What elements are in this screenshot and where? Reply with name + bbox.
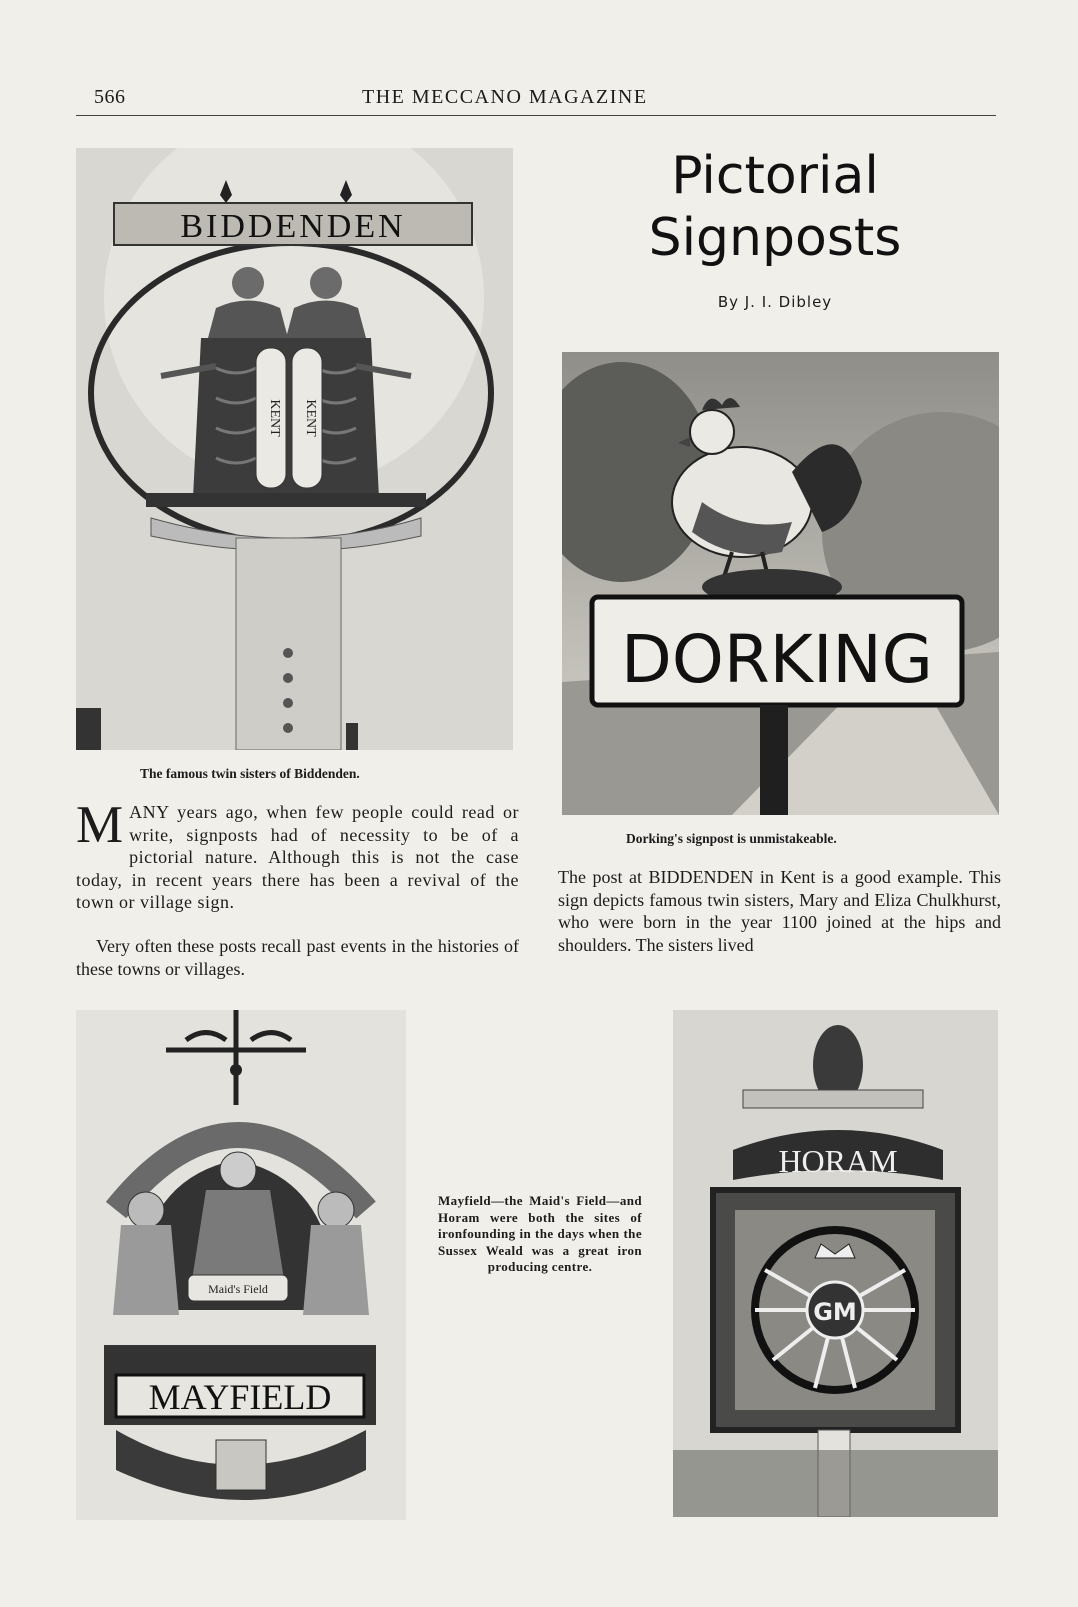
biddenden-panel-left: KENT: [267, 399, 282, 437]
dorking-photo: [562, 352, 999, 815]
body-paragraph-3: The post at BIDDENDEN in Kent is a good example. This sign depicts famous twin sisters, Mary and Eliza Chulkhurst, who were born in the year 1100 joined at the hips and shoulders. The sisters lived: [558, 867, 1001, 955]
drop-cap: M: [76, 796, 124, 854]
byline: By J. I. Dibley: [717, 293, 833, 311]
dorking-caption: Dorking's signpost is unmistakeable.: [626, 831, 837, 846]
horam-emblem-text: GM: [813, 1298, 857, 1326]
body-paragraph-2: Very often these posts recall past events in the histories of these towns or villages.: [76, 936, 519, 979]
horam-photo: [673, 1010, 998, 1517]
header-rule: [76, 115, 996, 116]
title-line-1: Pictorial: [671, 146, 879, 206]
biddenden-caption: The famous twin sisters of Biddenden.: [140, 766, 360, 781]
biddenden-sign-text: BIDDENDEN: [180, 208, 406, 245]
body-paragraph-1: [76, 796, 519, 914]
running-title: THE MECCANO MAGAZINE: [362, 86, 648, 108]
mayfield-horam-caption: Mayfield—the Maid's Field—and Horam were both the sites of ironfounding in the days when the Sussex Weald was a great iron producing centre.: [438, 1193, 642, 1274]
article-title: [560, 145, 990, 269]
biddenden-photo: [76, 148, 513, 750]
mayfield-scroll-text: Maid's Field: [208, 1282, 268, 1296]
page-number: 566: [94, 86, 126, 108]
mayfield-sign-text: MAYFIELD: [148, 1377, 332, 1417]
mayfield-photo: [76, 1010, 406, 1520]
title-line-2: Signposts: [648, 208, 902, 268]
biddenden-panel-right: KENT: [303, 399, 318, 437]
dorking-sign-text: DORKING: [621, 621, 933, 698]
horam-sign-text: HORAM: [778, 1143, 898, 1179]
paragraph-1-text: ANY years ago, when few people could read or write, signposts had of necessity to be of a pictorial nature. Although this is not the case today, in recent years there has been a revival of the town or village sign.: [76, 802, 519, 912]
